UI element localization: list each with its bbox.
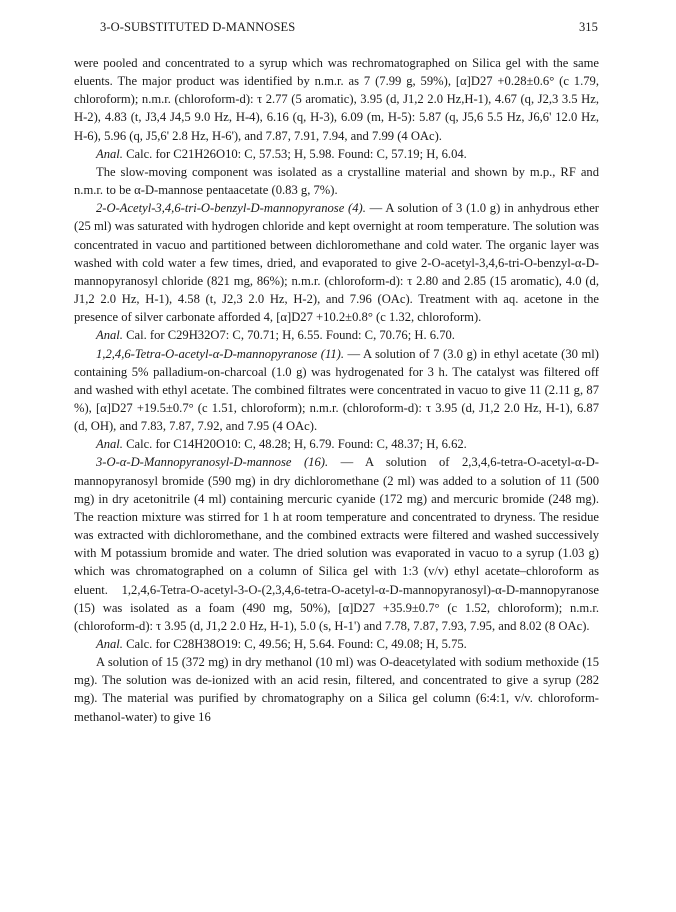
running-title: 3-O-SUBSTITUTED D-MANNOSES [100,20,296,34]
analysis-text: Calc. for C14H20O10: C, 48.28; H, 6.79. Found: C, 48.37; H, 6.62. [122,437,467,452]
page-number: 315 [578,20,598,34]
analysis-text: Cal. for C29H32O7: C, 70.71; H, 6.55. Found: C, 70.76; H. 6.70. [122,328,455,343]
analysis-text: Calc. for C21H26O10: C, 57.53; H, 5.98. Found: C, 57.19; H, 6.04. [122,146,467,161]
paragraph [74,163,599,199]
paragraph-continuation [74,54,599,145]
analysis-label: Anal. [96,328,123,343]
compound-heading: 2-O-Acetyl-3,4,6-tri-O-benzyl-D-mannopyranose (4). [96,201,366,216]
analysis-paragraph [74,635,599,653]
paragraph [74,653,599,726]
compound-heading: 3-O-α-D-Mannopyranosyl-D-mannose (16). [96,455,329,470]
running-head [100,20,598,42]
analysis-paragraph [74,145,599,163]
analysis-label: Anal. [96,146,123,161]
paragraph-text: — A solution of 2,3,4,6-tetra-O-acetyl-α-D-mannopyranosyl bromide (590 mg) in dry dichloromethane (2 ml) was added to a solution of 11 (500 mg) in dry acetonitrile (4 ml) containing mercuric cyanide (172 mg) and mercuric bromide (248 mg). The reaction mixture was stirred for 1 h at room temperature and concentrated to dryness. The residue was extracted with dichloromethane, and the combined extracts were filtered and washed successively with M potassium bromide and water. The dried solution was evaporated in vacuo to a syrup (1.03 g) which was chromatographed on a column of Silica gel with 1:3 (v/v) ethyl acetate–chloroform as eluent. 1,2,4,6-Tetra-O-acetyl-3-O-(2,3,4,6-tetra-O-acetyl-α-D-mannopyranosyl)-α-D-mannopyranose (15) was isolated as a foam (490 mg, 50%), [α]D27 +35.9±0.7° (c 1.52, chloroform); n.m.r. (chloroform-d): τ 3.95 (d, J1,2 2.0 Hz, H-1), 5.0 (s, H-1') and 7.78, 7.87, 7.93, 7.95, and 8.02 (8 OAc). [74,455,599,633]
analysis-label: Anal. [96,637,123,651]
experimental-section [74,345,599,436]
paragraph-text: The slow-moving component was isolated as a crystalline material and shown by m.p., RF and n.m.r. to be α-D-mannose pentaacetate (0.83 g, 7%). [74,164,599,198]
paragraph-text: were pooled and concentrated to a syrup which was rechromatographed on Silica gel with the same eluents. The major product was identified by n.m.r. as 7 (7.99 g, 59%), [α]D27 +0.28±0.6° (c 1.79, chloroform); n.m.r. (chloroform-d): τ 2.77 (5 aromatic), 3.95 (d, J1,2 2.0 Hz,H-1), 4.67 (q, J2,3 3.5 Hz, H-2), 4.83 (t, J3,4 J4,5 9.0 Hz, H-4), 6.16 (q, H-3), 6.09 (m, H-5): 5.87 (q, J5,6 5.5 Hz, J6,6' 12.0 Hz, H-6), 5.96 (q, J5,6' 2.8 Hz, H-6'), and 7.87, 7.91, 7.94, and 7.99 (4 OAc). [74,56,599,143]
paragraph-text: A solution of 15 (372 mg) in dry methanol (10 ml) was O-deacetylated with sodium methoxide (15 mg). The solution was de-ionized with an acid resin, filtered, and concentrated to give a syrup (282 mg). The material was purified by chromatography on a Silica gel column (6:4:1, v/v. chloroform-methanol-water) to give 16 [74,655,599,724]
analysis-paragraph [74,435,599,453]
analysis-paragraph [74,326,599,344]
experimental-section [74,199,599,326]
compound-heading: 1,2,4,6-Tetra-O-acetyl-α-D-mannopyranose (11). [96,346,344,361]
analysis-label: Anal. [96,437,123,452]
analysis-text: Calc. for C28H38O19: C, 49.56; H, 5.64. Found: C, 49.08; H, 5.75. [122,637,467,651]
article-body [74,54,599,726]
paragraph-text: — A solution of 7 (3.0 g) in ethyl acetate (30 ml) containing 5% palladium-on-charcoal (1.0 g) was hydrogenated for 3 h. The catalyst was filtered off and washed with ethyl acetate. The combined filtrates were concentrated in vacuo to give 11 (2.11 g, 87 %), [α]D27 +19.5±0.7° (c 1.51, chloroform); n.m.r. (chloroform-d): τ 3.95 (d, J1,2 2.0 Hz, H-1), 6.87 (d, OH), and 7.83, 7.87, 7.92, and 7.95 (4 OAc). [74,346,599,434]
experimental-section [74,453,599,635]
paragraph-text: — A solution of 3 (1.0 g) in anhydrous ether (25 ml) was saturated with hydrogen chloride and kept overnight at room temperature. The solution was concentrated in vacuo and partitioned between dichloromethane and cold water. The organic layer was washed with cold water a few times, dried, and evaporated to give 2-O-acetyl-3,4,6-tri-O-benzyl-α-D-mannopyranosyl chloride (821 mg, 86%); n.m.r. (chloroform-d): τ 2.80 and 2.85 (15 aromatic), 4.0 (d, J1,2 2.0 Hz, H-1), 4.58 (t, J2,3 2.0 Hz, H-2), and 7.96 (OAc). Treatment with aq. acetone in the presence of silver carbonate afforded 4, [α]D27 +10.2±0.8° (c 1.32, chloroform). [74,201,599,325]
